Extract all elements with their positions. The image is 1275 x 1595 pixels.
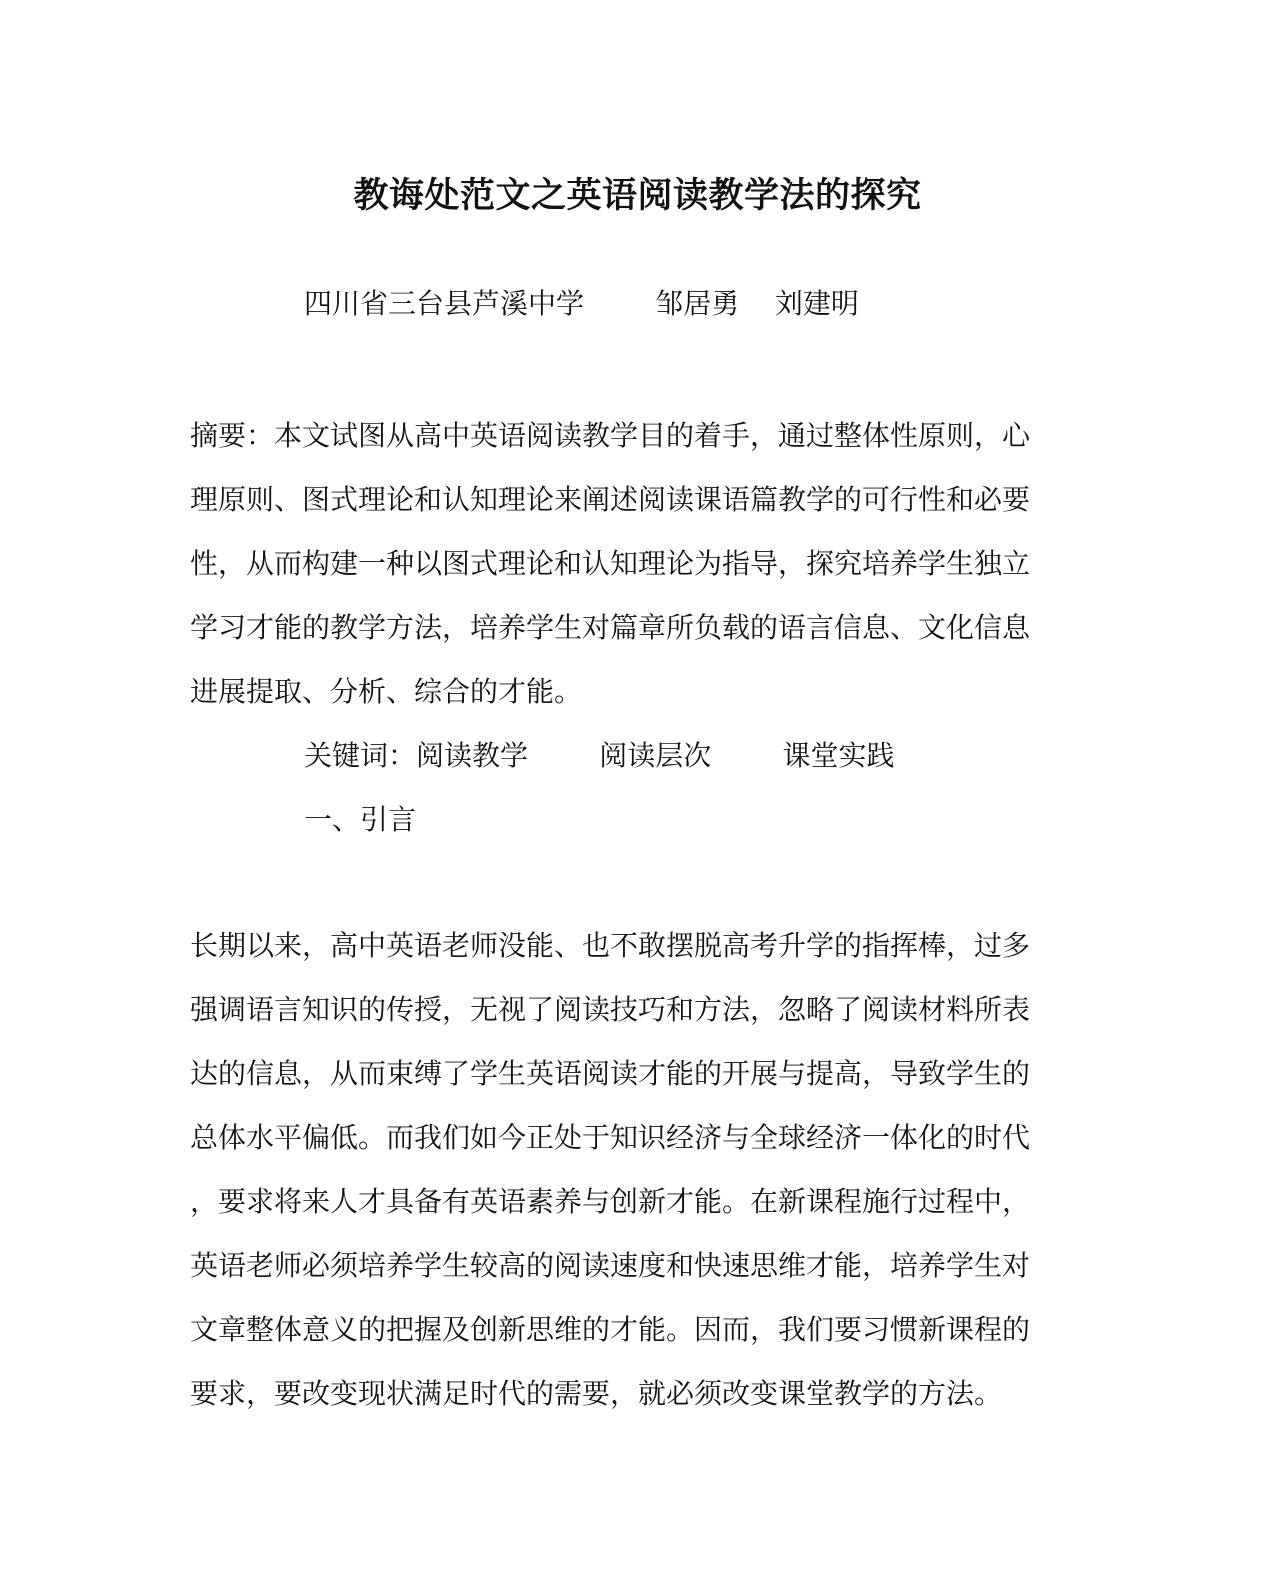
body-line: 强调语言知识的传授，无视了阅读技巧和方法，忽略了阅读材料所表 (190, 993, 1031, 1026)
section-heading-introduction: 一、引言 (304, 803, 417, 836)
abstract-line: 摘要：本文试图从高中英语阅读教学目的着手，通过整体性原则，心 (190, 419, 1031, 452)
abstract-line: 性，从而构建一种以图式理论和认知理论为指导，探究培养学生独立 (190, 547, 1031, 580)
abstract-line: 进展提取、分析、综合的才能。 (190, 675, 583, 708)
author-byline (304, 284, 859, 324)
body-line: 英语老师必须培养学生较高的阅读速度和快速思维才能，培养学生对 (190, 1249, 1031, 1282)
keyword-item: 阅读层次 (599, 739, 712, 772)
introduction-paragraph (190, 914, 1070, 1426)
body-line: 要求，要改变现状满足时代的需要，就必须改变课堂教学的方法。 (190, 1377, 1003, 1410)
body-line: 长期以来，高中英语老师没能、也不敢摆脱高考升学的指挥棒，过多 (190, 929, 1031, 962)
school-name: 四川省三台县芦溪中学 (304, 287, 585, 320)
abstract-paragraph (190, 404, 1070, 724)
keyword-item: 课堂实践 (782, 739, 895, 772)
body-line: ，要求将来人才具备有英语素养与创新才能。在新课程施行过程中， (190, 1185, 1031, 1218)
keyword-item: 阅读教学 (416, 739, 529, 772)
author-name-1: 邹居勇 (655, 287, 740, 320)
author-name-2: 刘建明 (774, 287, 859, 320)
abstract-line: 理原则、图式理论和认知理论来阐述阅读课语篇教学的可行性和必要 (190, 483, 1031, 516)
body-line: 达的信息，从而束缚了学生英语阅读才能的开展与提高，导致学生的 (190, 1057, 1031, 1090)
body-line: 总体水平偏低。而我们如今正处于知识经济与全球经济一体化的时代 (190, 1121, 1031, 1154)
abstract-line: 学习才能的教学方法，培养学生对篇章所负载的语言信息、文化信息 (190, 611, 1031, 644)
body-line: 文章整体意义的把握及创新思维的才能。因而，我们要习惯新课程的 (190, 1313, 1031, 1346)
document-title: 教诲处范文之英语阅读教学法的探究 (353, 175, 922, 216)
keywords-label: 关键词： (304, 739, 417, 772)
keywords-line (304, 724, 894, 788)
